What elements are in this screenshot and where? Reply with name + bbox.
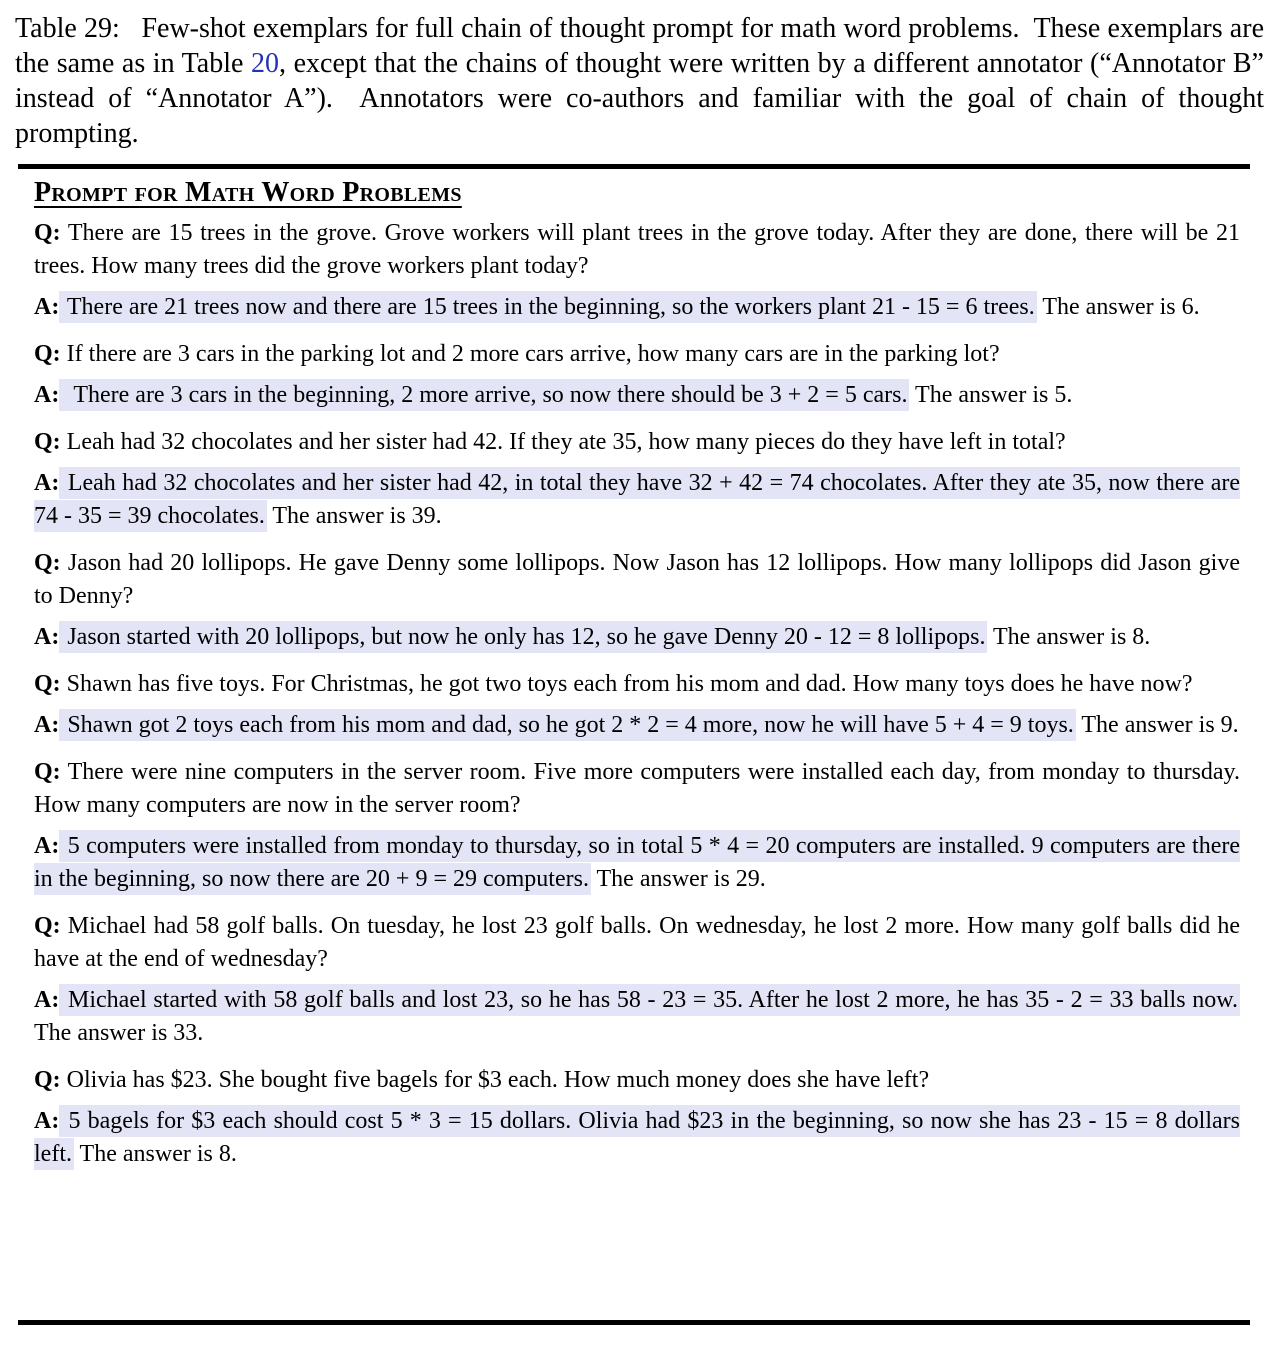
question-paragraph <box>34 910 1240 976</box>
table-bottom-rule <box>18 1320 1250 1325</box>
answer-label: A: <box>34 624 60 650</box>
answer-paragraph <box>34 291 1240 324</box>
question-label: Q: <box>34 341 61 367</box>
question-label: Q: <box>34 1067 61 1093</box>
table-header-row <box>34 175 1240 211</box>
question-paragraph <box>34 756 1240 822</box>
question-paragraph <box>34 426 1240 459</box>
answer-chain-of-thought: There are 3 cars in the beginning, 2 more arrive, so now there should be 3 + 2 = 5 cars. <box>59 379 909 411</box>
answer-paragraph <box>34 709 1240 742</box>
answer-label: A: <box>34 470 60 496</box>
question-paragraph <box>34 217 1240 283</box>
answer-label: A: <box>34 294 60 320</box>
question-label: Q: <box>34 759 61 785</box>
question-paragraph <box>34 338 1240 371</box>
question-label: Q: <box>34 220 61 246</box>
answer-chain-of-thought: There are 21 trees now and there are 15 trees in the beginning, so the workers plant 21 - 15 = 6 trees. <box>59 291 1036 323</box>
question-paragraph <box>34 547 1240 613</box>
question-label: Q: <box>34 550 61 576</box>
answer-label: A: <box>34 987 60 1013</box>
question-label: Q: <box>34 671 61 697</box>
answer-final: The answer is 5. <box>909 382 1073 408</box>
answer-paragraph <box>34 379 1240 412</box>
question-label: Q: <box>34 429 61 455</box>
answer-chain-of-thought: Jason started with 20 lollipops, but now he only has 12, so he gave Denny 20 - 12 = 8 lollipops. <box>59 621 987 653</box>
answer-label: A: <box>34 833 60 859</box>
caption-text-after-link: , except that the chains of thought were written by a different annotator (“Annotator B” instead of “Annotator A”). Annotators were co-authors and familiar with the goal of chain of thought prompting. <box>15 48 1264 149</box>
question-text: If there are 3 cars in the parking lot and 2 more cars arrive, how many cars are in the parking lot? <box>60 341 1000 367</box>
answer-label: A: <box>34 1108 60 1134</box>
answer-label: A: <box>34 712 60 738</box>
answer-chain-of-thought: 5 bagels for $3 each should cost 5 * 3 = 15 dollars. Olivia had $23 in the beginning, so now she has 23 - 15 = 8 dollars left. <box>34 1105 1240 1170</box>
answer-final: The answer is 33. <box>34 1020 204 1046</box>
question-paragraph <box>34 668 1240 701</box>
question-text: Leah had 32 chocolates and her sister had 42. If they ate 35, how many pieces do they have left in total? <box>60 429 1066 455</box>
question-paragraph <box>34 1064 1240 1097</box>
table-caption <box>0 0 1278 151</box>
question-text: There were nine computers in the server room. Five more computers were installed each day, from monday to thursday. How many computers are now in the server room? <box>34 759 1240 818</box>
question-text: Michael had 58 golf balls. On tuesday, he lost 23 golf balls. On wednesday, he lost 2 more. How many golf balls did he have at the end of wednesday? <box>34 913 1240 972</box>
question-text: Olivia has $23. She bought five bagels for $3 each. How much money does she have left? <box>60 1067 930 1093</box>
answer-final: The answer is 6. <box>1036 294 1200 320</box>
answer-chain-of-thought: Michael started with 58 golf balls and lost 23, so he has 58 - 23 = 35. After he lost 2 more, he has 35 - 2 = 33 balls now. <box>59 984 1240 1016</box>
answer-final: The answer is 39. <box>266 503 442 529</box>
caption-text-before-link: Table 29: Few-shot exemplars for full chain of thought prompt for math word problems. These exemplars are the same as in Table <box>15 13 1264 79</box>
answer-final: The answer is 9. <box>1075 712 1239 738</box>
answer-paragraph <box>34 984 1240 1050</box>
prompt-table <box>18 169 1250 1171</box>
answer-chain-of-thought: 5 computers were installed from monday to thursday, so in total 5 * 4 = 20 computers are installed. 9 computers are there in the beginning, so now there are 20 + 9 = 29 computers. <box>34 830 1240 895</box>
answer-paragraph <box>34 1105 1240 1171</box>
answer-chain-of-thought: Leah had 32 chocolates and her sister had 42, in total they have 32 + 42 = 74 chocolates. After they ate 35, now there are 74 - 35 = 39 chocolates. <box>34 467 1240 532</box>
question-label: Q: <box>34 913 61 939</box>
question-text: Shawn has five toys. For Christmas, he got two toys each from his mom and dad. How many toys does he have now? <box>60 671 1193 697</box>
answer-paragraph <box>34 467 1240 533</box>
answer-final: The answer is 8. <box>987 624 1151 650</box>
question-text: Jason had 20 lollipops. He gave Denny some lollipops. Now Jason has 12 lollipops. How many lollipops did Jason give to Denny? <box>34 550 1240 609</box>
answer-label: A: <box>34 382 60 408</box>
table-header-title: Prompt for Math Word Problems <box>34 177 462 208</box>
answer-final: The answer is 8. <box>73 1141 237 1167</box>
answer-paragraph <box>34 621 1240 654</box>
answer-final: The answer is 29. <box>590 866 766 892</box>
answer-paragraph <box>34 830 1240 896</box>
table-20-link[interactable]: 20 <box>251 48 280 79</box>
answer-chain-of-thought: Shawn got 2 toys each from his mom and dad, so he got 2 * 2 = 4 more, now he will have 5 + 4 = 9 toys. <box>59 709 1075 741</box>
question-text: There are 15 trees in the grove. Grove workers will plant trees in the grove today. After they are done, there will be 21 trees. How many trees did the grove workers plant today? <box>34 220 1240 279</box>
